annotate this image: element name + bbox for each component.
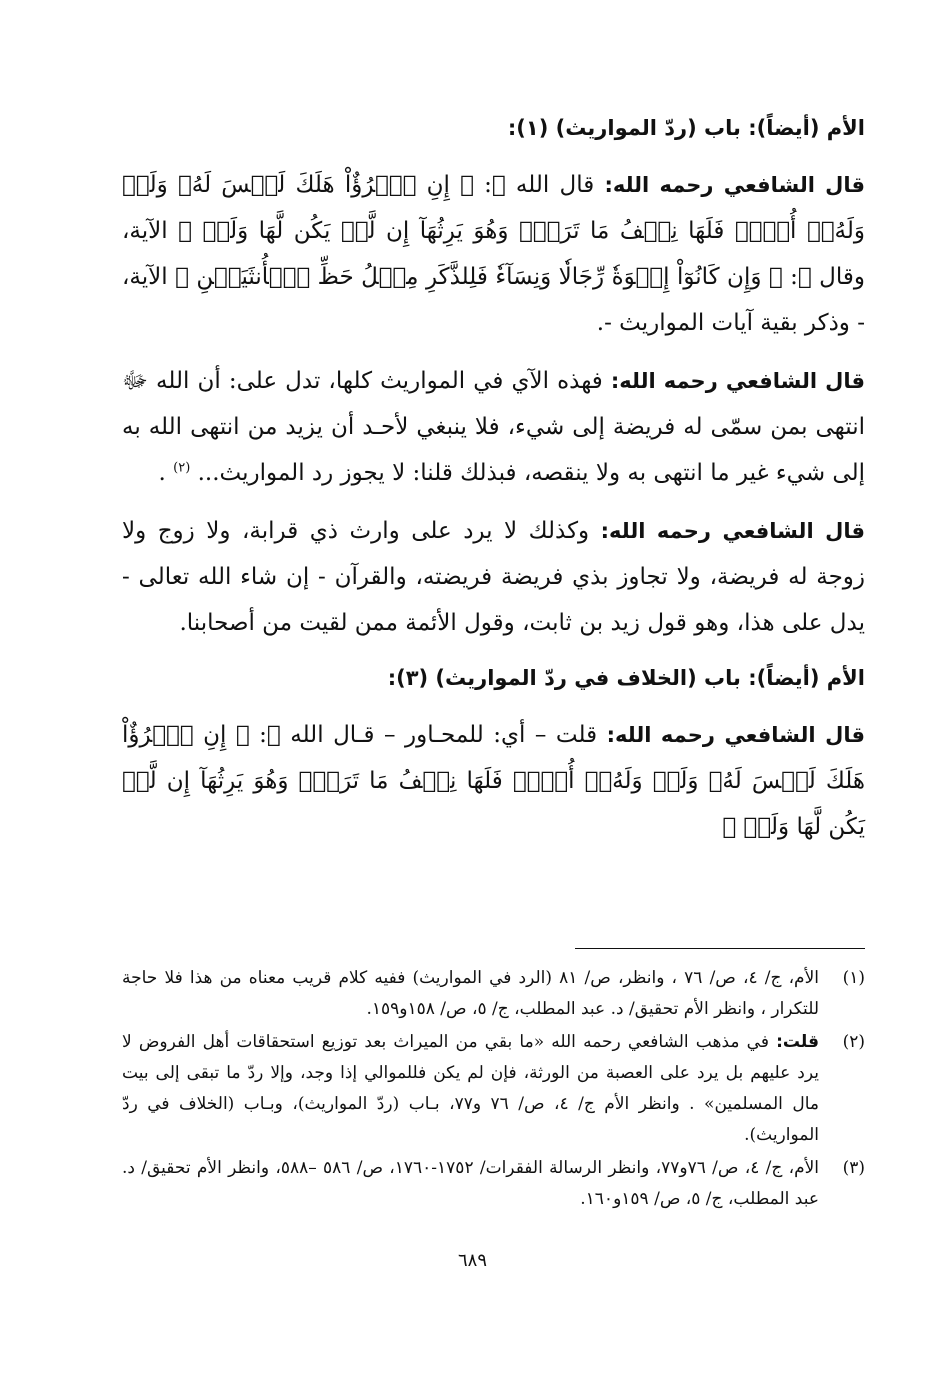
paragraph-1 [122, 162, 865, 346]
footnote-lead: قلت: [776, 1032, 819, 1052]
footnote-body: في مذهب الشافعي رحمه الله «ما بقي من الميراث بعد توزيع استحقاقات أهل الفروض لا يرد عليهم بل يرد على العصبة من الورثة، فإن لم يكن فللموالي إذا وجد، وإلا ردّ ما تبقى إلى بيت مال المسلمين» . وانظر الأم ج/ ٤، ص/ ٧٦ و٧٧، بـاب (ردّ المواريث)، وبـاب (الخلاف في ردّ المواريث). [122, 1032, 819, 1145]
paragraph-text: قلت – أي: للمحـاور – قـال الله ﷻ: ﴿ إِنِ ٱمۡرُؤٌاْ هَلَكَ لَيۡسَ لَهُۥ وَلَدٞ وَلَهُۥٓ أُخۡتٞ فَلَهَا نِصۡفُ مَا تَرَكَۚ وَهُوَ يَرِثُهَآ إِن لَّمۡ يَكُن لَّهَا وَلَدٞ ﴾ [122, 722, 865, 840]
footnote-body: الأم، ج/ ٤، ص/ ٧٦و٧٧، وانظر الرسالة الفقرات/ ١٧٥٢-١٧٦٠، ص/ ٥٨٦ –٥٨٨، وانظر الأم تحقيق/ د. عبد المطلب، ج/ ٥، ص/ ١٥٩و١٦٠. [122, 1158, 820, 1209]
footnote-text [122, 1027, 819, 1151]
section-heading-2: الأم (أيضاً): باب (الخلاف في ردّ المواريث) (٣): [387, 666, 865, 690]
paragraph-3 [122, 508, 865, 646]
paragraph-text: قال الله ﷻ: ﴿ إِنِ ٱمۡرُؤٌاْ هَلَكَ لَيۡسَ لَهُۥ وَلَدٞ وَلَهُۥٓ أُخۡتٞ فَلَهَا نِصۡفُ مَا تَرَكَۚ وَهُوَ يَرِثُهَآ إِن لَّمۡ يَكُن لَّهَا وَلَدٞ ﴾ الآية، وقال ﷻ: ﴿ وَإِن كَانُوٓاْ إِخۡوَةٗ رِّجَالٗا وَنِسَآءٗ فَلِلذَّكَرِ مِثۡلُ حَظِّ ٱلۡأُنثَيَيۡنِ ﴾ الآية، - وذكر بقية آيات المواريث -. [122, 172, 865, 336]
footnote-number: (٣) [842, 1158, 865, 1178]
footnotes [122, 963, 865, 1217]
speaker-label: قال الشافعي رحمه الله: [606, 723, 865, 747]
footnote-number: (٢) [842, 1032, 865, 1052]
speaker-label: قال الشافعي رحمه الله: [604, 173, 865, 197]
speaker-label: قال الشافعي رحمه الله: [610, 369, 865, 393]
footnote-number: (١) [842, 968, 865, 988]
paragraph-4 [122, 712, 865, 850]
paragraph-text: وكذلك لا يرد على وارث ذي قرابة، ولا زوج ولا زوجة له فريضة، ولا تجاوز بذي فريضة فريضته، والقرآن - إن شاء الله تعالى - يدل على هذا، وهو قول زيد بن ثابت، وقول الأئمة ممن لقيت من أصحابنا. [122, 518, 865, 636]
paragraph-2 [122, 358, 865, 496]
footnote [122, 963, 865, 1025]
footnote-divider [575, 948, 865, 949]
speaker-label: قال الشافعي رحمه الله: [600, 519, 865, 543]
footnote [122, 1027, 865, 1151]
footnote-text [122, 1153, 819, 1215]
paragraph-end: . [158, 460, 174, 486]
page-number: ٦٨٩ [457, 1250, 487, 1271]
footnote-text [122, 963, 819, 1025]
section-heading-1: الأم (أيضاً): باب (ردّ المواريث) (١): [507, 116, 865, 140]
main-text [122, 108, 865, 862]
footnote-ref: (٢) [173, 460, 191, 476]
footnote [122, 1153, 865, 1215]
footnote-body: الأم، ج/ ٤، ص/ ٧٦ ، وانظر، ص/ ٨١ (الرد في المواريث) ففيه كلام قريب معناه من هذا فلا حاجة للتكرار ، وانظر الأم تحقيق/ د. عبد المطلب، ج/ ٥، ص/ ١٥٨و١٥٩. [122, 968, 819, 1019]
paragraph-text: فهذه الآي في المواريث كلها، تدل على: أن الله ﷻ انتهى بمن سمّى له فريضة إلى شيء، فلا ينبغي لأحـد أن يزيد من انتهى الله به إلى شيء غير ما انتهى به ولا ينقصه، فبذلك قلنا: لا يجوز رد المواريث... [122, 368, 865, 486]
